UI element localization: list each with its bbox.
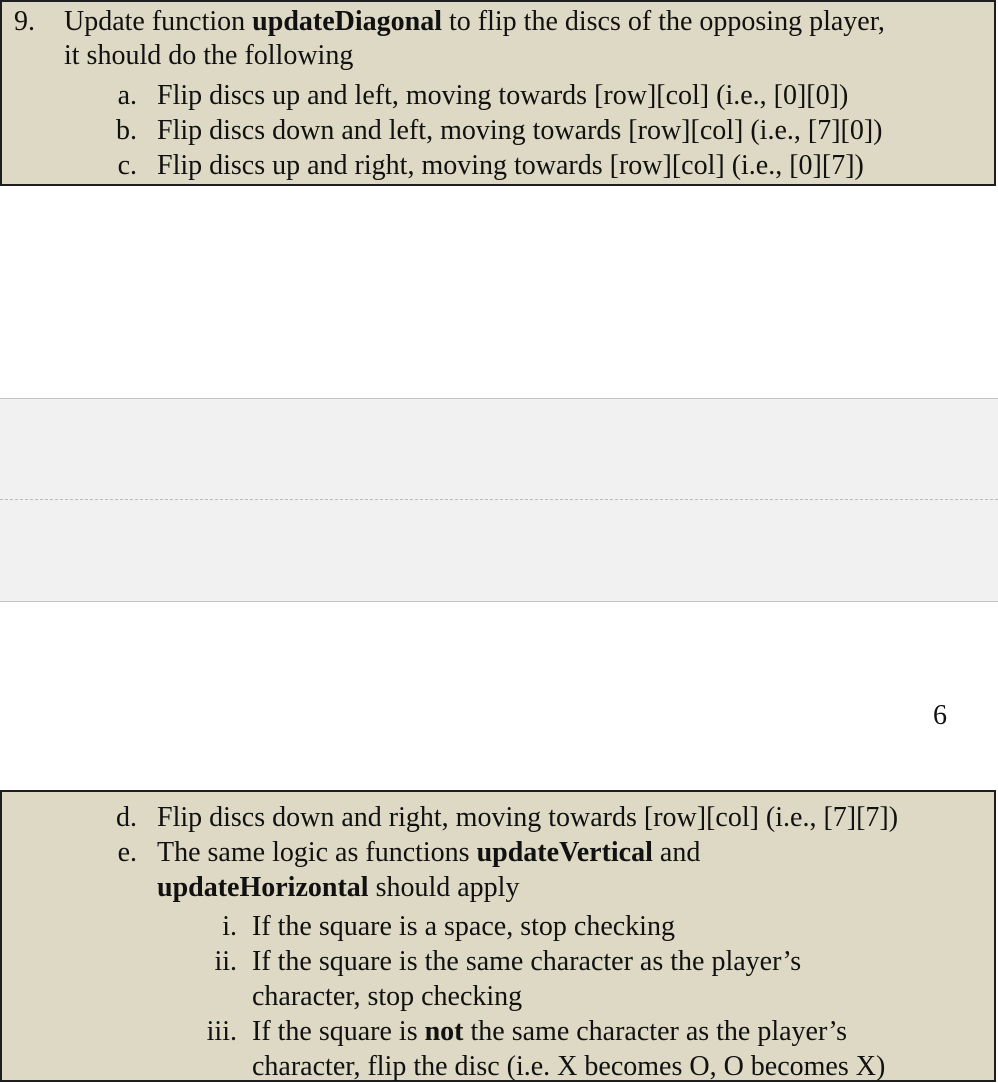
roman-item-iii-text	[252, 1016, 847, 1048]
roman-item-i-marker: i.	[222, 911, 237, 942]
subitem-e-text-after: should apply	[368, 872, 520, 903]
item-9-text-before: Update function	[64, 6, 253, 37]
roman-item-ii-marker: ii.	[214, 946, 237, 977]
function-name-updateDiagonal: updateDiagonal	[252, 6, 442, 37]
subitem-b-marker: b.	[116, 115, 137, 146]
page-break-divider	[0, 499, 998, 500]
item-9-text	[64, 6, 885, 38]
subitem-b-text: Flip discs down and left, moving towards [row][col] (i.e., [7][0])	[157, 115, 883, 146]
function-name-updateVertical: updateVertical	[476, 837, 653, 868]
roman-item-ii-text: If the square is the same character as the player’s	[252, 946, 802, 977]
subitem-e-marker: e.	[117, 837, 137, 868]
item-9-continuation: it should do the following	[64, 40, 354, 71]
subitem-a-marker: a.	[117, 80, 137, 111]
page-break-band	[0, 398, 998, 602]
subitem-c-text: Flip discs up and right, moving towards [row][col] (i.e., [0][7])	[157, 150, 864, 181]
subitem-a-text: Flip discs up and left, moving towards [row][col] (i.e., [0][0])	[157, 80, 849, 111]
item-9-number: 9.	[14, 6, 35, 37]
subitem-c-marker: c.	[117, 150, 137, 181]
roman-item-iii-marker: iii.	[206, 1016, 237, 1047]
item-9-text-after: to flip the discs of the opposing player,	[442, 6, 885, 37]
instruction-box-top	[0, 0, 996, 186]
roman-item-iii-bold: not	[424, 1016, 464, 1047]
subitem-e-text-before: The same logic as functions	[157, 837, 477, 868]
roman-item-i-text: If the square is a space, stop checking	[252, 911, 675, 942]
subitem-e-continuation-text	[157, 872, 519, 904]
subitem-e-text	[157, 837, 700, 869]
instruction-box-bottom	[0, 790, 996, 1082]
roman-item-iii-after: the same character as the player’s	[463, 1016, 848, 1047]
subitem-d-text: Flip discs down and right, moving towards [row][col] (i.e., [7][7])	[157, 802, 899, 833]
roman-item-ii-text-line2: character, stop checking	[252, 981, 523, 1012]
page-number: 6	[933, 700, 947, 731]
subitem-d-marker: d.	[116, 802, 137, 833]
subitem-e-text-and: and	[652, 837, 701, 868]
function-name-updateHorizontal: updateHorizontal	[157, 872, 369, 903]
roman-item-iii-text-line2: character, flip the disc (i.e. X becomes O, O becomes X)	[252, 1051, 886, 1082]
roman-item-iii-before: If the square is	[252, 1016, 425, 1047]
